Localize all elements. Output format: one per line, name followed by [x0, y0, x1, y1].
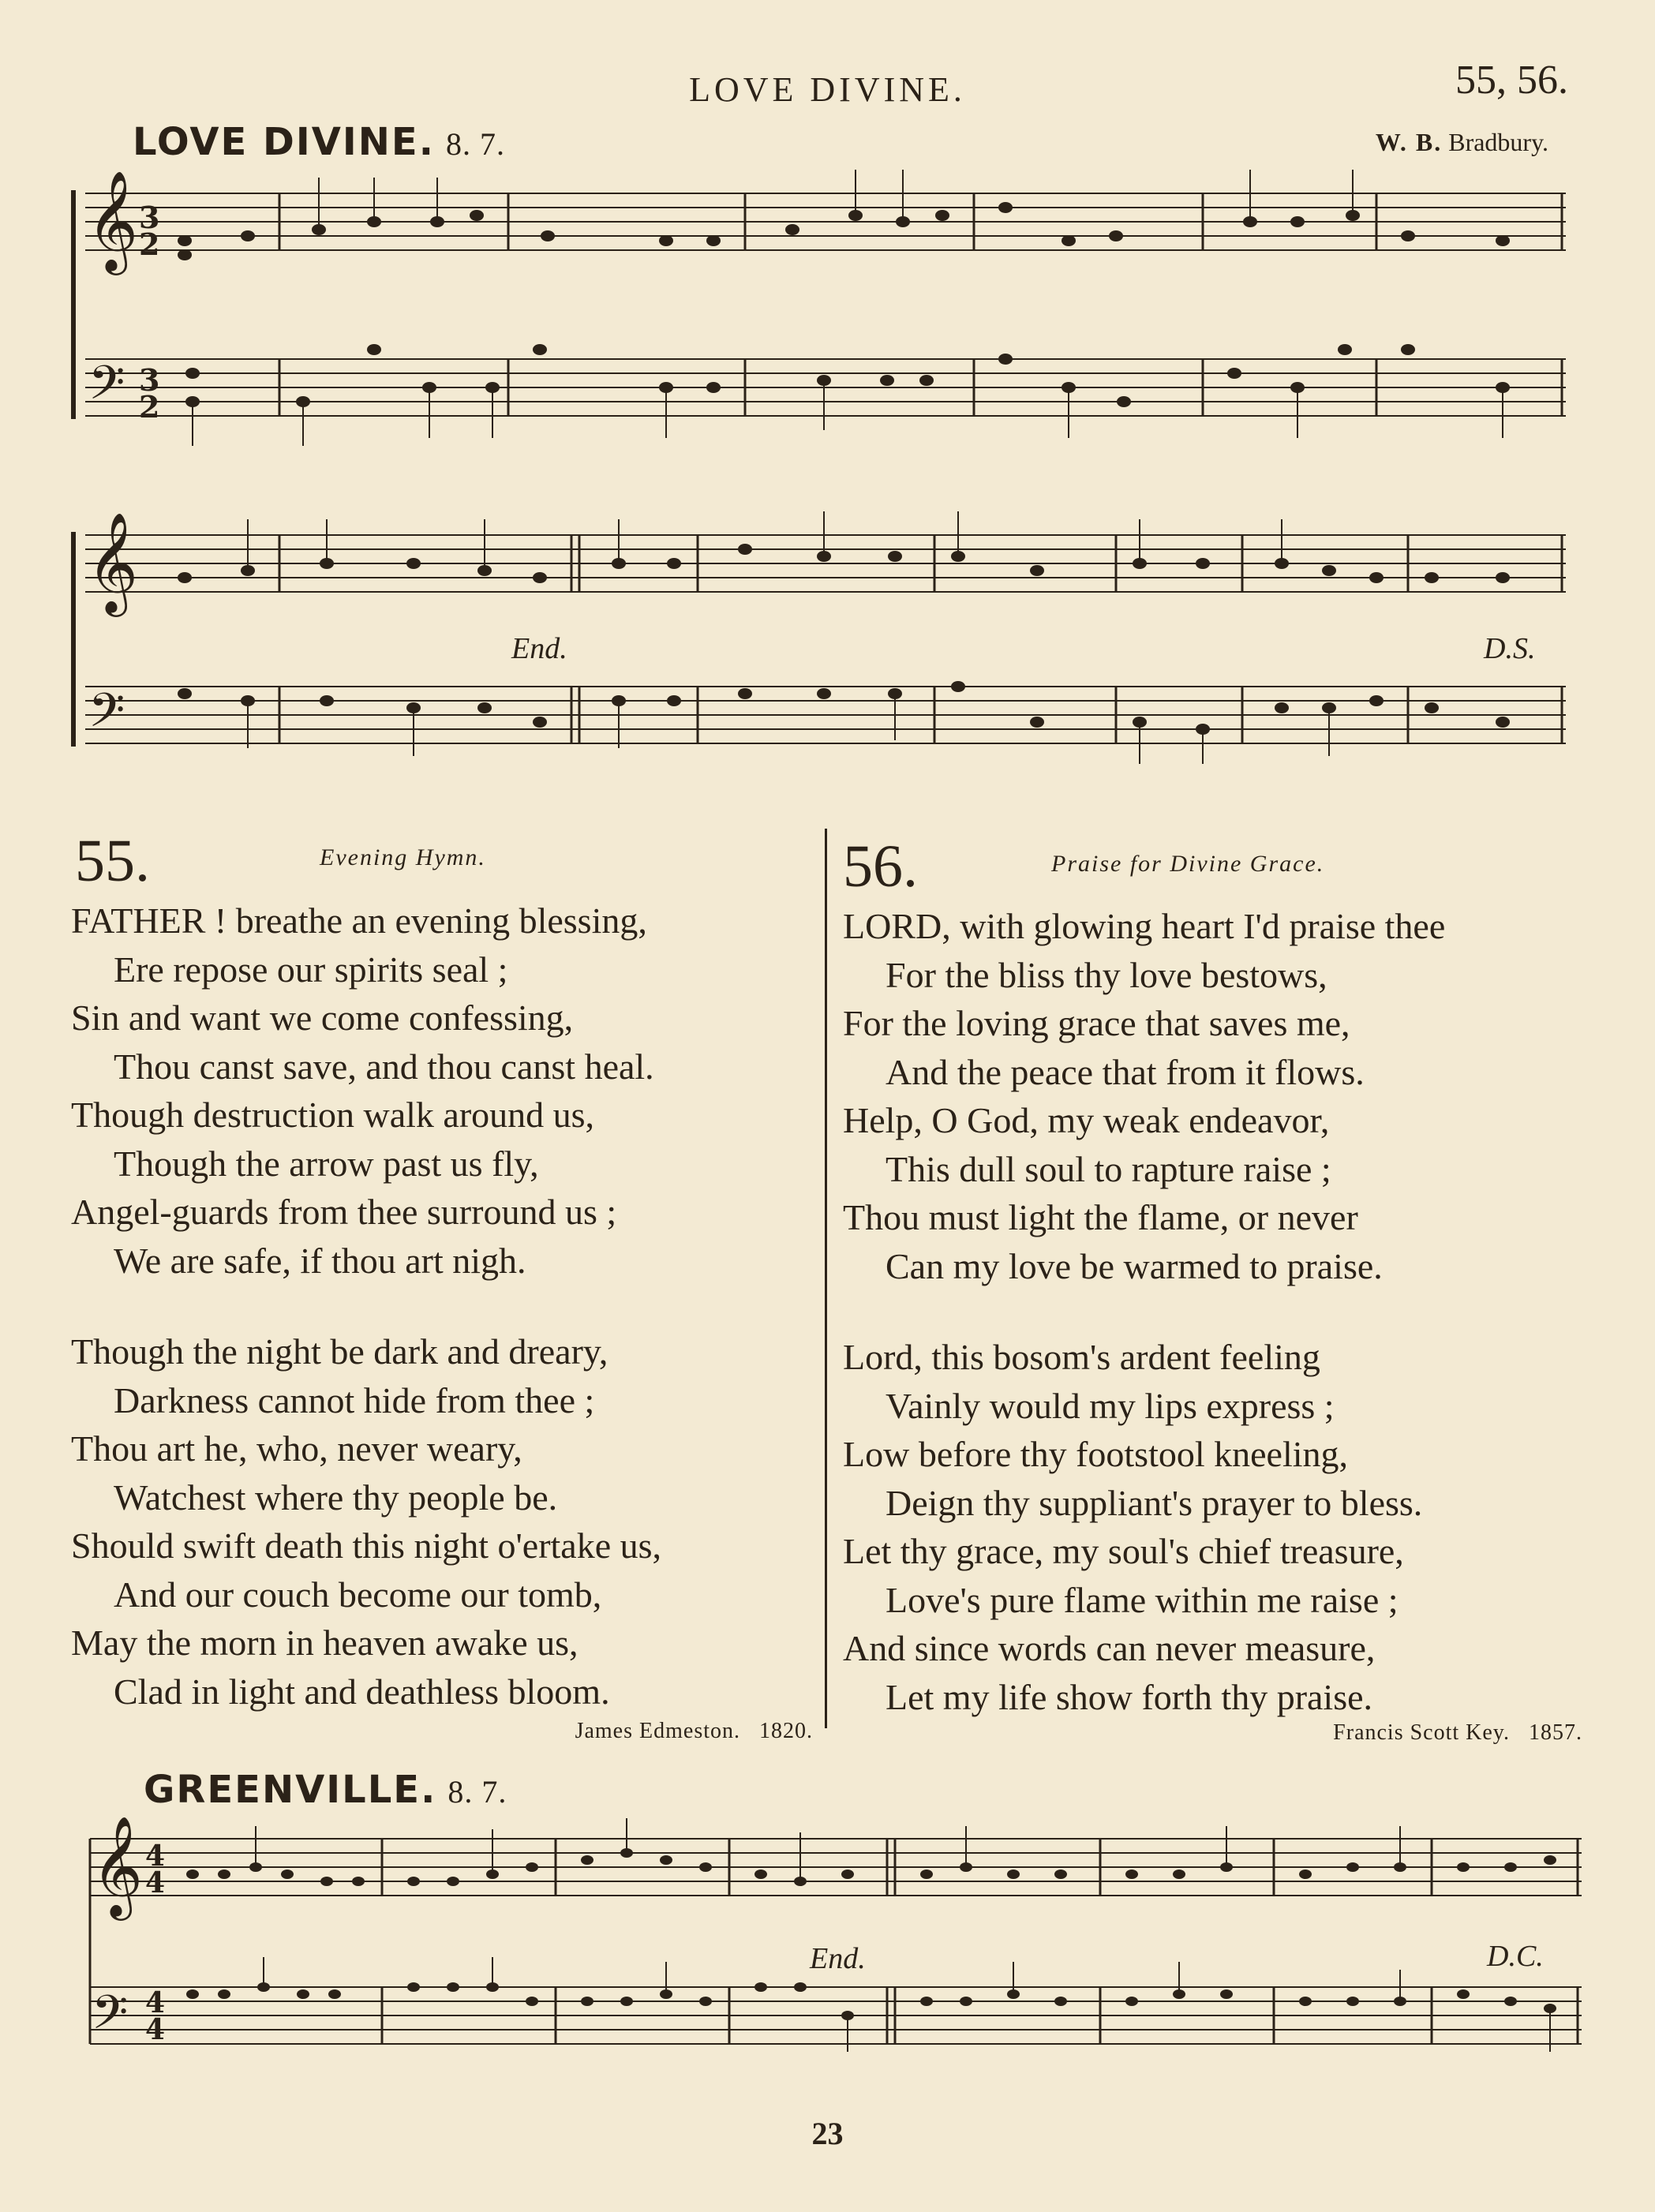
ds-mark: D.S.: [1484, 632, 1536, 665]
composer-credit: [1376, 128, 1548, 157]
music-system-1: [66, 162, 1582, 470]
hymn-page-numbers: 55, 56.: [1455, 58, 1568, 103]
svg-text:4: 4: [145, 1986, 166, 2019]
hymn-55-author: [575, 1719, 813, 1744]
svg-text:𝄢: 𝄢: [92, 1985, 129, 2051]
verse-line: This dull soul to rapture raise ;: [886, 1148, 1331, 1189]
svg-text:2: 2: [139, 226, 160, 262]
author-year: 1820.: [759, 1719, 813, 1743]
svg-text:𝄞: 𝄞: [87, 511, 139, 612]
composer-initials: W. B.: [1375, 128, 1443, 156]
verse-line: Can my love be warmed to praise.: [886, 1245, 1383, 1286]
verse-line: Thou canst save, and thou canst heal.: [114, 1046, 654, 1087]
music-staff-system: [66, 162, 1582, 470]
verse-line: And since words can never measure,: [843, 1628, 1376, 1668]
stanza-2: [71, 1327, 661, 1716]
svg-text:4: 4: [145, 2013, 166, 2046]
verse-line: Clad in light and deathless bloom.: [114, 1671, 610, 1712]
verse-line: Vainly would my lips express ;: [886, 1385, 1335, 1426]
music-staff-system: [66, 496, 1582, 780]
verse-line: LORD, with glowing heart I'd praise thee: [843, 906, 1446, 946]
verse-line: Angel-guards from thee surround us ;: [71, 1192, 617, 1232]
author-name: James Edmeston.: [575, 1719, 740, 1743]
tune-name: GREENVILLE.: [144, 1768, 437, 1812]
verse-line: FATHER ! breathe an evening blessing,: [71, 900, 647, 941]
hymn-56-text: [843, 902, 1445, 1764]
svg-text:4: 4: [145, 1840, 166, 1873]
verse-line: For the bliss thy love bestows,: [886, 954, 1327, 995]
verse-line: For the loving grace that saves me,: [843, 1003, 1350, 1043]
end-mark: End.: [511, 632, 567, 665]
verse-line: Watchest where thy people be.: [114, 1477, 558, 1518]
verse-line: Sin and want we come confessing,: [71, 997, 574, 1038]
svg-text:𝄢: 𝄢: [88, 683, 125, 749]
verse-line: Should swift death this night o'ertake us,: [71, 1525, 662, 1566]
hymn-56-author: [1333, 1720, 1582, 1746]
tune-meter: 8. 7.: [447, 1774, 507, 1810]
verse-line: Thou art he, who, never weary,: [71, 1428, 522, 1469]
verse-line: May the morn in heaven awake us,: [71, 1623, 579, 1663]
author-name: Francis Scott Key.: [1333, 1720, 1510, 1745]
page-number: 23: [811, 2116, 844, 2151]
stanza-1: [71, 896, 661, 1285]
svg-text:𝄞: 𝄞: [92, 1815, 144, 1916]
stanza-2: [843, 1333, 1445, 1721]
stanza-1: [843, 902, 1445, 1290]
verse-line: Love's pure flame within me raise ;: [886, 1579, 1399, 1620]
svg-text:4: 4: [145, 1866, 166, 1899]
author-year: 1857.: [1529, 1720, 1582, 1745]
tune-name: LOVE DIVINE.: [133, 120, 435, 164]
running-title: LOVE DIVINE.: [689, 70, 966, 109]
verse-line: Low before thy footstool kneeling,: [843, 1434, 1349, 1474]
verse-line: And the peace that from it flows.: [886, 1051, 1365, 1092]
verse-line: Darkness cannot hide from thee ;: [114, 1379, 595, 1420]
hymn-56-heading: [843, 833, 918, 901]
music-system-2: [66, 496, 1582, 780]
svg-text:𝄢: 𝄢: [88, 355, 125, 421]
hymn-number: 55.: [75, 828, 150, 894]
svg-text:3: 3: [139, 362, 160, 398]
verse-line: Though the arrow past us fly,: [114, 1143, 539, 1184]
svg-text:3: 3: [139, 200, 160, 235]
hymn-subtitle: Evening Hymn.: [320, 844, 486, 870]
verse-line: Though the night be dark and dreary,: [71, 1331, 608, 1372]
tune-meter: 8. 7.: [445, 126, 505, 162]
verse-line: Thou must light the flame, or never: [843, 1197, 1358, 1237]
column-divider: [825, 829, 827, 1728]
dc-mark: D.C.: [1487, 1940, 1544, 1973]
composer-surname: Bradbury.: [1448, 128, 1548, 156]
verse-line: Let my life show forth thy praise.: [886, 1676, 1373, 1717]
verse-line: Help, O God, my weak endeavor,: [843, 1100, 1330, 1140]
hymn-55-text: [71, 896, 661, 1758]
tune-title-love-divine: [133, 120, 505, 164]
hymn-55-heading: [75, 827, 150, 896]
verse-line: Ere repose our spirits seal ;: [114, 949, 508, 990]
verse-line: Deign thy suppliant's prayer to bless.: [886, 1482, 1423, 1523]
hymn-number: 56.: [843, 833, 918, 900]
verse-line: Let thy grace, my soul's chief treasure,: [843, 1531, 1404, 1571]
verse-line: And our couch become our tomb,: [114, 1574, 602, 1615]
tune-title-greenville: [144, 1768, 507, 1812]
verse-line: We are safe, if thou art nigh.: [114, 1240, 526, 1281]
svg-text:2: 2: [139, 389, 160, 425]
end-mark: End.: [810, 1942, 866, 1975]
hymn-subtitle: Praise for Divine Grace.: [1051, 851, 1325, 877]
svg-text:𝄞: 𝄞: [87, 170, 139, 271]
verse-line: Lord, this bosom's ardent feeling: [843, 1337, 1320, 1377]
verse-line: Though destruction walk around us,: [71, 1095, 595, 1135]
